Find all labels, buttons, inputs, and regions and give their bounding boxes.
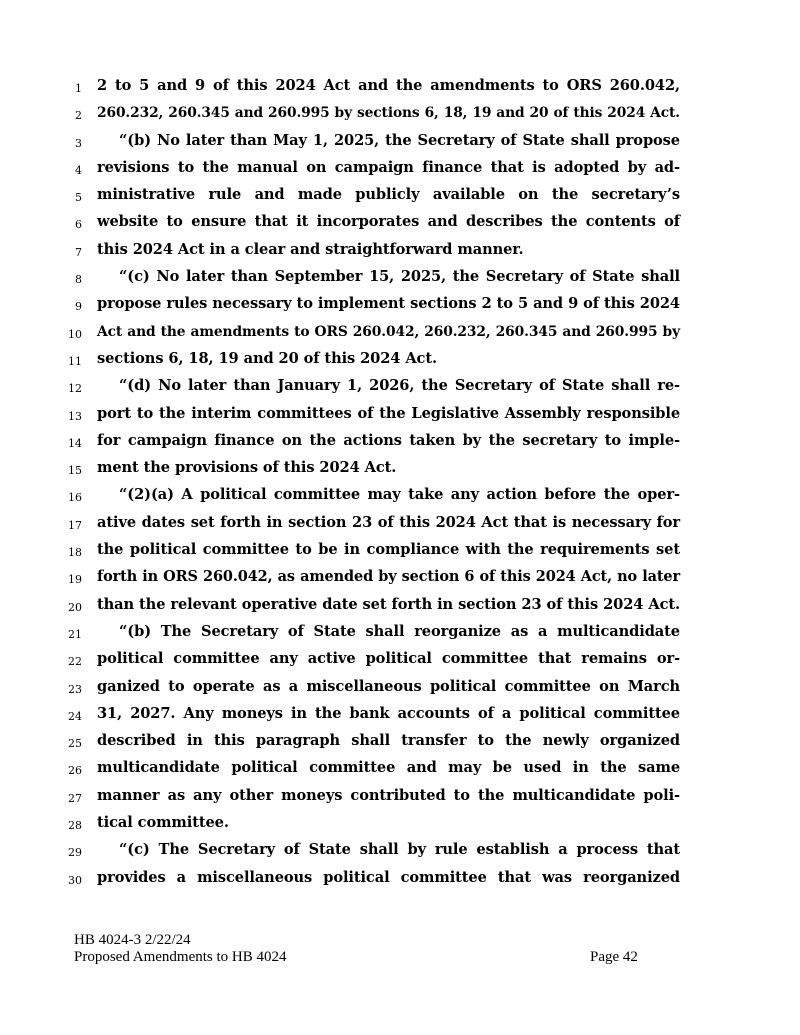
line-number: 7 <box>75 245 82 259</box>
line-number: 19 <box>68 573 82 587</box>
line-number: 28 <box>68 819 82 833</box>
line-text: 2 to 5 and 9 of this 2024 Act and the amendments to ORS 260.042, <box>97 77 680 94</box>
document-line <box>0 101 800 128</box>
document-line <box>0 429 800 456</box>
line-text: manner as any other moneys contributed to the multicandidate poli- <box>97 786 680 804</box>
line-text: described in this paragraph shall transfer to the newly organized <box>97 732 680 750</box>
document-line <box>0 647 800 674</box>
document-line <box>0 756 800 783</box>
document-line <box>0 183 800 210</box>
line-text: ganized to operate as a miscellaneous political committee on March <box>97 677 680 695</box>
document-line <box>0 593 800 620</box>
line-number: 20 <box>68 600 82 614</box>
line-number: 26 <box>68 764 82 778</box>
line-number: 27 <box>68 791 82 805</box>
line-text: “(b) No later than May 1, 2025, the Secretary of State shall propose <box>119 131 680 149</box>
line-number: 25 <box>68 737 82 751</box>
line-text: provides a miscellaneous political committee that was reorganized <box>97 868 680 886</box>
line-number: 5 <box>75 191 82 205</box>
line-text: tical committee. <box>97 814 229 832</box>
document-line <box>0 456 800 483</box>
line-number: 24 <box>68 709 82 723</box>
line-number: 8 <box>75 273 82 287</box>
line-number: 17 <box>68 518 82 532</box>
line-text: the political committee to be in compliance with the requirements set <box>97 541 680 559</box>
document-line <box>0 129 800 156</box>
document-line <box>0 811 800 838</box>
document-line <box>0 320 800 347</box>
line-number: 6 <box>75 218 82 232</box>
document-line <box>0 347 800 374</box>
line-text: this 2024 Act in a clear and straightforward manner. <box>97 240 524 258</box>
line-number: 21 <box>68 627 82 641</box>
line-text: website to ensure that it incorporates and describes the contents of <box>97 213 680 231</box>
line-number: 12 <box>68 382 82 396</box>
line-text: 260.232, 260.345 and 260.995 by sections 6, 18, 19 and 20 of this 2024 Act. <box>97 105 680 122</box>
line-number: 9 <box>75 300 82 314</box>
footer-page-number: Page 42 <box>590 949 638 965</box>
footer-bill-version: HB 4024-3 2/22/24 <box>74 932 191 948</box>
line-text: multicandidate political committee and may be used in the same <box>97 759 680 777</box>
document-line <box>0 402 800 429</box>
document-line <box>0 265 800 292</box>
document-line <box>0 838 800 865</box>
document-line <box>0 156 800 183</box>
line-text: “(b) The Secretary of State shall reorganize as a multicandidate <box>119 622 680 640</box>
line-text: propose rules necessary to implement sections 2 to 5 and 9 of this 2024 <box>97 295 680 313</box>
line-text: forth in ORS 260.042, as amended by section 6 of this 2024 Act, no later <box>97 568 680 586</box>
document-line <box>0 210 800 237</box>
line-number: 2 <box>75 109 82 123</box>
document-line <box>0 702 800 729</box>
document-body <box>0 74 800 893</box>
line-number: 15 <box>68 464 82 478</box>
document-line <box>0 565 800 592</box>
line-number: 22 <box>68 655 82 669</box>
line-text: for campaign finance on the actions taken by the secretary to imple- <box>97 431 680 449</box>
document-line <box>0 74 800 101</box>
line-text: “(c) The Secretary of State shall by rule establish a process that <box>119 841 680 859</box>
line-text: ative dates set forth in section 23 of this 2024 Act that is necessary for <box>97 513 680 531</box>
line-text: sections 6, 18, 19 and 20 of this 2024 Act. <box>97 349 437 367</box>
document-line <box>0 538 800 565</box>
line-text: “(d) No later than January 1, 2026, the Secretary of State shall re- <box>119 377 680 395</box>
line-number: 1 <box>75 82 82 95</box>
line-text: revisions to the manual on campaign finance that is adopted by ad- <box>97 158 680 176</box>
line-text: “(c) No later than September 15, 2025, the Secretary of State shall <box>119 268 680 286</box>
line-number: 29 <box>68 846 82 860</box>
line-text: 31, 2027. Any moneys in the bank accounts of a political committee <box>97 704 680 722</box>
line-number: 13 <box>68 409 82 423</box>
line-text: Act and the amendments to ORS 260.042, 260.232, 260.345 and 260.995 by <box>97 323 680 340</box>
document-line <box>0 784 800 811</box>
document-line <box>0 729 800 756</box>
line-text: ment the provisions of this 2024 Act. <box>97 459 397 477</box>
line-number: 16 <box>68 491 82 505</box>
line-number: 30 <box>68 873 82 887</box>
document-line <box>0 292 800 319</box>
line-number: 11 <box>68 354 82 368</box>
page-footer <box>74 932 674 966</box>
line-number: 10 <box>68 327 82 341</box>
line-text: port to the interim committees of the Legislative Assembly responsible <box>97 404 680 422</box>
line-number: 18 <box>68 546 82 560</box>
document-line <box>0 866 800 893</box>
line-number: 14 <box>68 436 82 450</box>
document-line <box>0 620 800 647</box>
line-text: political committee any active political committee that remains or- <box>97 650 680 668</box>
line-text: ministrative rule and made publicly available on the secretary’s <box>97 186 680 204</box>
document-line <box>0 675 800 702</box>
line-text: than the relevant operative date set forth in section 23 of this 2024 Act. <box>97 595 680 613</box>
document-line <box>0 238 800 265</box>
document-line <box>0 374 800 401</box>
footer-description: Proposed Amendments to HB 4024 <box>74 949 287 965</box>
line-number: 23 <box>68 682 82 696</box>
line-number: 4 <box>75 163 82 177</box>
line-text: “(2)(a) A political committee may take any action before the oper- <box>119 486 680 504</box>
document-line <box>0 511 800 538</box>
line-number: 3 <box>75 136 82 150</box>
document-line <box>0 483 800 510</box>
